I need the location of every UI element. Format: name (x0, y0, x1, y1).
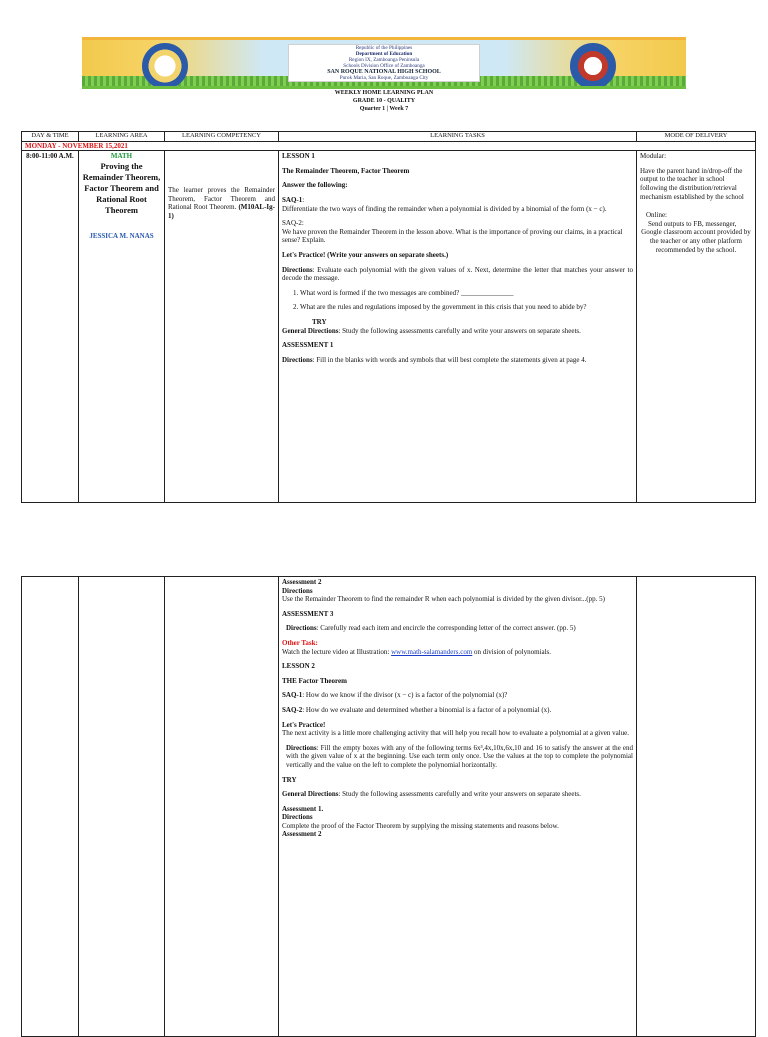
assessment-2-heading: Assessment 2 (282, 578, 322, 586)
saq-2-text: We have proven the Remainder Theorem in the lesson above. What is the importance of proving our claims, in a practical sense? Explain. (282, 227, 623, 245)
header-learning-competency: LEARNING COMPETENCY (165, 132, 279, 142)
general-directions-label: General Directions (282, 790, 339, 799)
practice-text: The next activity is a little more challenging activity that will help you recall how to evaluate a polynomial at a given value. (282, 729, 629, 738)
learning-tasks-cell (279, 151, 637, 503)
online-text-1: Send outputs to FB, messenger, (648, 219, 737, 228)
competency-code: (M10AL-Ig-1) (168, 203, 275, 220)
table-row (22, 577, 756, 1037)
general-directions-text: : Study the following assessments carefully and write your answers on separate sheets. (338, 790, 581, 799)
header-day-time: DAY & TIME (22, 132, 79, 142)
other-task-text (282, 648, 633, 657)
banner-letterhead (288, 44, 480, 82)
letterhead-line: Region IX, Zamboanga Peninsula (348, 57, 420, 63)
letterhead-school: SAN ROQUE NATIONAL HIGH SCHOOL (327, 69, 441, 75)
assessment-3-heading: ASSESSMENT 3 (282, 609, 334, 618)
assessment-2-text: Use the Remainder Theorem to find the remainder R when each polynomial is divided by the given divisor...(pp. 5) (282, 595, 605, 604)
modular-label: Modular: (640, 152, 667, 161)
saq-1-label: SAQ-1 (282, 691, 303, 700)
saq-2-label: SAQ-2: (282, 219, 304, 228)
general-directions-label: General Directions (282, 326, 339, 335)
saq-1-text: Differentiate the two ways of finding the remainder when a polynomial is divided by a binomial of the form (x − c). (282, 204, 607, 213)
title-line-3: Quarter 1 | Week 7 (359, 106, 409, 112)
other-task-text-1: Watch the lecture video at Illustration: (282, 647, 390, 656)
letterhead-line: Schools Division Office of Zamboanga (343, 63, 425, 69)
list-item: 1. What word is formed if the two messages are combined? _______________ (300, 289, 633, 298)
day-row (22, 141, 756, 151)
assessment-1-text: Complete the proof of the Factor Theorem by supplying the missing statements and reasons below. (282, 821, 559, 830)
title-line-2: GRADE 10 - QUALITY (352, 98, 416, 104)
table-row (22, 151, 756, 503)
assessment-2-heading: Assessment 2 (282, 830, 322, 839)
assessment-1-directions-label: Directions (282, 355, 313, 364)
assessment-3-directions (282, 624, 633, 633)
letterhead-address: Purok Maria, San Roque, Zamboanga City (339, 75, 429, 81)
saq-1-text: : How do we know if the divisor (x − c) is a factor of the polynomial (x)? (302, 691, 508, 700)
school-seal-logo (142, 43, 188, 89)
competency-cell (165, 577, 279, 1037)
assessment-1-heading: ASSESSMENT 1 (282, 341, 334, 350)
competency-cell (165, 151, 279, 503)
other-task-text-2: on division of polynomials. (474, 647, 552, 656)
time-cell (22, 577, 79, 1037)
try-heading: TRY (282, 775, 297, 784)
practice-heading: Let's Practice! (282, 720, 326, 729)
practice-directions (282, 744, 633, 770)
title-line-1: WEEKLY HOME LEARNING PLAN (334, 90, 434, 96)
lesson-2-saq-1 (282, 691, 633, 700)
lesson-2-label: LESSON 2 (282, 662, 315, 671)
deped-seal-logo (570, 43, 616, 89)
learning-tasks-cell (279, 577, 637, 1037)
header-learning-area: LEARNING AREA (79, 132, 165, 142)
assessment-1-heading: Assessment 1. (282, 804, 324, 813)
practice-heading: Let's Practice! (Write your answers on separate sheets.) (282, 250, 449, 259)
assessment-2-directions-label: Directions (282, 586, 313, 595)
modular-text: Have the parent hand in/drop-off the output to the teacher in school following the distribution/retrieval mechanism established by the school (640, 166, 744, 201)
online-text-2: Google classroom account provided by the teacher or any other platform recommended by the school. (641, 228, 751, 254)
list-item: 2. What are the rules and regulations imposed by the government in this crisis that you need to abide by? (300, 303, 633, 312)
time-cell: 8:00-11:00 A.M. (22, 151, 79, 503)
general-directions (282, 790, 633, 799)
general-directions (282, 327, 633, 336)
saq-2-text: : How do we evaluate and determined whether a binomial is a factor of a polynomial (x). (302, 705, 552, 714)
assessment-1-directions-text: : Fill in the blanks with words and symbols that will best complete the statements given at page 4. (312, 355, 587, 364)
general-directions-text: : Study the following assessments carefully and write your answers on separate sheets. (338, 326, 581, 335)
saq-2-label: SAQ-2 (282, 705, 303, 714)
mode-of-delivery-cell (637, 151, 756, 503)
practice-directions-label: Directions (286, 743, 317, 752)
online-label: Online: (646, 211, 667, 220)
learning-area-cell (79, 577, 165, 1037)
learning-plan-table-continued (21, 576, 756, 1037)
topic-title: Proving the Remainder Theorem, Factor Theorem and Rational Root Theorem (82, 160, 161, 215)
saq-2 (282, 219, 633, 245)
practice-directions-text: : Fill the empty boxes with any of the following terms 6x³,4x,10x,6x,10 and 16 to satisfy the answer at the end with the given value of x at the beginning. Use each term only once. Use the values at the top to complete the polynomial vertically and the value on the left to complete the polynomial horizontally. (286, 743, 633, 769)
lesson-2-saq-2 (282, 706, 633, 715)
directions (282, 266, 633, 283)
letterhead-line: Department of Education (355, 51, 413, 57)
question-list (282, 289, 633, 312)
math-salamanders-link[interactable]: www.math-salamanders.com (391, 647, 473, 656)
assessment-3-text: : Carefully read each item and encircle the corresponding letter of the correct answer. (pp. 5) (316, 624, 576, 633)
learning-plan-table (21, 131, 756, 503)
assessment-1-directions (282, 356, 633, 365)
answer-instruction: Answer the following: (282, 181, 348, 190)
teacher-name: JESSICA M. NANAS (89, 231, 154, 240)
mode-of-delivery-cell (637, 577, 756, 1037)
header-mode-of-delivery: MODE OF DELIVERY (637, 132, 756, 142)
header-learning-tasks: LEARNING TASKS (279, 132, 637, 142)
day-label: MONDAY - NOVEMBER 15,2021 (22, 141, 756, 151)
header-row (22, 132, 756, 142)
subject-label: MATH (110, 152, 133, 161)
letterhead-line: Republic of the Philippines (355, 45, 413, 51)
try-heading: TRY (312, 317, 327, 326)
competency-text: The learner proves the Remainder Theorem, Factor Theorem and Rational Root Theorem. (168, 186, 275, 212)
school-banner (82, 37, 686, 89)
plan-title (0, 89, 768, 113)
learning-area-cell (79, 151, 165, 503)
other-task-heading: Other Task: (282, 638, 318, 647)
assessment-1-directions-label: Directions (282, 813, 313, 822)
saq-1-label: SAQ-1 (282, 195, 303, 204)
saq-1: SAQ-1: Differentiate the two ways of finding the remainder when a polynomial is divided by a binomial of the form (x − c). (282, 195, 607, 213)
lesson-title: The Remainder Theorem, Factor Theorem (282, 166, 410, 175)
directions-text: : Evaluate each polynomial with the given values of x. Next, determine the letter that matches your answer to decode the message. (282, 265, 633, 283)
lesson-label: LESSON 1 (282, 152, 315, 161)
assessment-3-directions-label: Directions (286, 624, 317, 633)
directions-label: Directions (282, 265, 313, 274)
lesson-2-title: THE Factor Theorem (282, 676, 347, 685)
